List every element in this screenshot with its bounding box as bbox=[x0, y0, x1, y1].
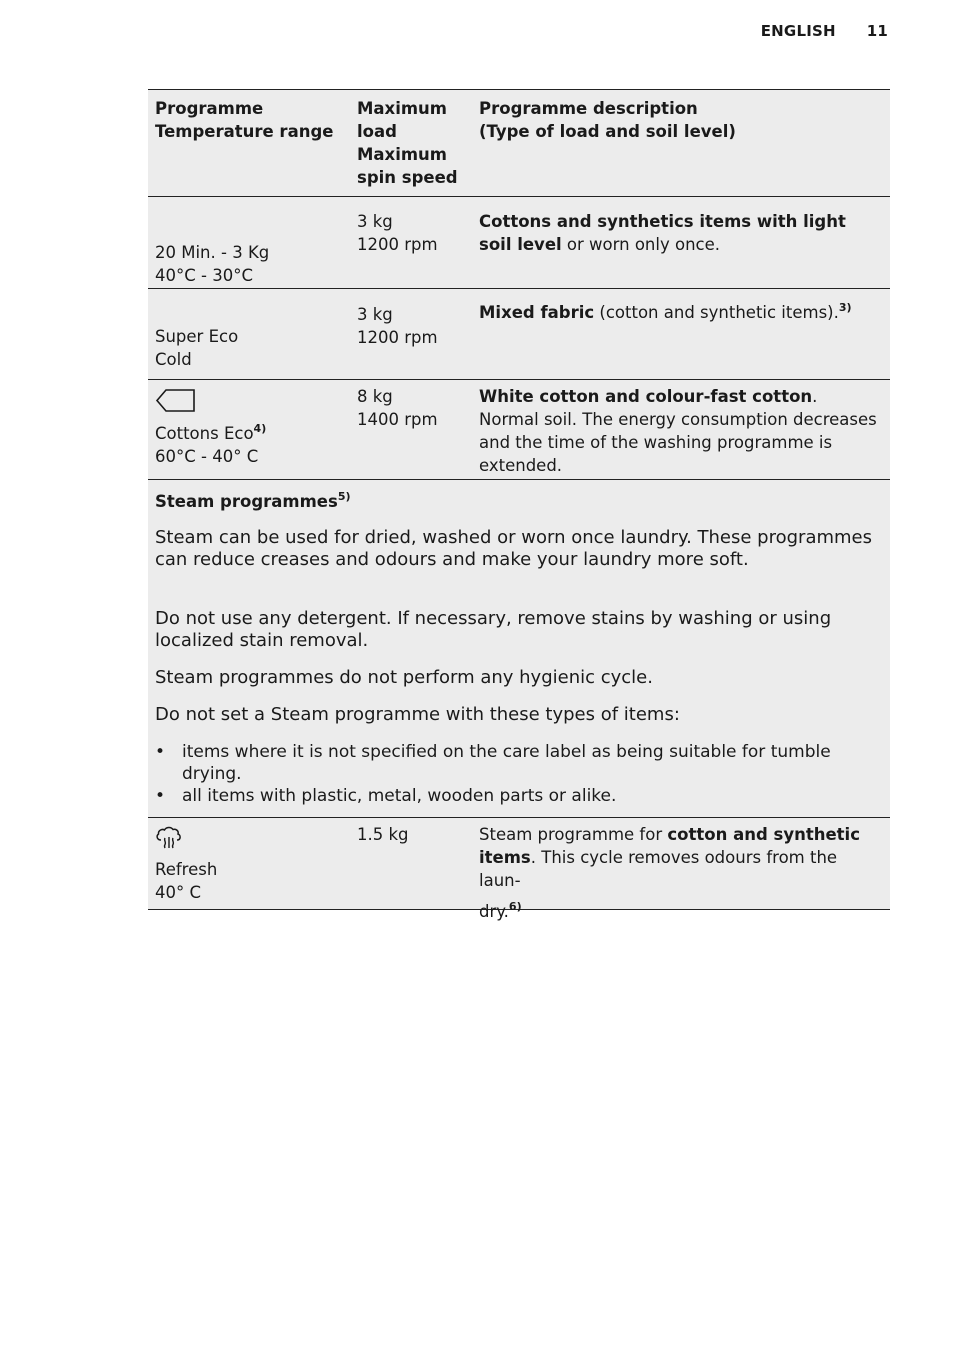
load-cell bbox=[357, 289, 479, 379]
description-text: or worn only once. bbox=[561, 235, 720, 254]
page-number: 11 bbox=[866, 22, 888, 40]
programme-cell bbox=[148, 289, 357, 379]
table-row bbox=[148, 818, 890, 921]
header-description-line: Programme description bbox=[479, 99, 698, 118]
header-spin-line: spin speed bbox=[357, 168, 458, 187]
footnote-mark: 4) bbox=[253, 422, 267, 435]
table-header-row bbox=[148, 89, 890, 197]
description-cell bbox=[479, 818, 890, 921]
max-load: 3 kg bbox=[357, 305, 393, 324]
description-cell bbox=[479, 380, 890, 479]
programme-cell bbox=[148, 380, 357, 479]
max-load: 8 kg bbox=[357, 387, 393, 406]
description-bold: Cottons and synthetics items with light soil level bbox=[479, 212, 846, 254]
header-language: ENGLISH bbox=[760, 22, 836, 40]
load-cell bbox=[357, 380, 479, 479]
page-header bbox=[761, 22, 888, 40]
description-text: Steam programme for bbox=[479, 825, 668, 844]
table-row bbox=[148, 289, 890, 380]
header-description bbox=[479, 90, 890, 196]
list-item: • all items with plastic, metal, wooden parts or alike. bbox=[155, 785, 878, 807]
programme-cell bbox=[148, 197, 357, 288]
header-programme-line: Programme bbox=[155, 99, 264, 118]
header-load-spin bbox=[357, 90, 479, 196]
cottons-eco-icon bbox=[155, 388, 357, 420]
programme-temperature: Cold bbox=[155, 350, 192, 369]
programme-name: Refresh bbox=[155, 860, 218, 879]
header-temperature-line: Temperature range bbox=[155, 122, 334, 141]
table-row bbox=[148, 197, 890, 289]
description-cell bbox=[479, 197, 890, 288]
description-cell bbox=[479, 289, 890, 379]
steam-title-text: Steam programmes bbox=[155, 492, 338, 511]
programme-temperature: 40°C - 30°C bbox=[155, 266, 253, 285]
description-text: dry. bbox=[479, 902, 509, 921]
header-programme bbox=[148, 90, 357, 196]
max-spin: 1200 rpm bbox=[357, 328, 438, 347]
programme-table bbox=[148, 89, 890, 921]
max-spin: 1400 rpm bbox=[357, 410, 438, 429]
description-text: . This cycle removes odours from the laun- bbox=[479, 848, 838, 890]
header-load-line: load bbox=[357, 122, 397, 141]
table-row bbox=[148, 380, 890, 480]
description-end-line bbox=[479, 900, 882, 923]
max-load: 1.5 kg bbox=[357, 825, 409, 844]
load-cell bbox=[357, 818, 479, 909]
steam-paragraph: Do not set a Steam programme with these types of items: bbox=[155, 704, 680, 725]
footnote-mark: 3) bbox=[838, 301, 852, 314]
description-text: (cotton and synthetic items). bbox=[594, 303, 839, 322]
description-text: . Normal soil. The energy consumption decreases and the time of the washing programme is extended. bbox=[479, 387, 877, 475]
programme-name: Super Eco bbox=[155, 327, 239, 346]
steam-items-list bbox=[155, 741, 878, 807]
programme-name: 20 Min. - 3 Kg bbox=[155, 243, 270, 262]
load-cell bbox=[357, 197, 479, 288]
programme-name: Cottons Eco bbox=[155, 424, 254, 443]
programme-cell bbox=[148, 818, 357, 909]
programme-temperature: 60°C - 40° C bbox=[155, 447, 259, 466]
programme-temperature: 40° C bbox=[155, 883, 202, 902]
header-load-line: Maximum bbox=[357, 99, 447, 118]
steam-paragraph: Steam programmes do not perform any hygienic cycle. bbox=[155, 667, 653, 688]
steam-paragraph: Do not use any detergent. If necessary, remove stains by washing or using localized stain removal. bbox=[155, 608, 832, 651]
steam-refresh-icon bbox=[155, 826, 357, 856]
description-bold: cotton and synthetic items bbox=[479, 825, 860, 867]
footnote-mark: 6) bbox=[508, 900, 522, 913]
header-description-line: (Type of load and soil level) bbox=[479, 122, 736, 141]
list-item: • items where it is not specified on the care label as being suitable for tumble drying. bbox=[155, 741, 878, 785]
programme-name-line bbox=[155, 422, 357, 445]
max-load: 3 kg bbox=[357, 212, 393, 231]
header-spin-line: Maximum bbox=[357, 145, 447, 164]
footnote-mark: 5) bbox=[337, 490, 351, 503]
description-bold: White cotton and colour-fast cotton bbox=[479, 387, 813, 406]
steam-section-title bbox=[155, 490, 878, 513]
max-spin: 1200 rpm bbox=[357, 235, 438, 254]
steam-paragraph: Steam can be used for dried, washed or worn once laundry. These programmes can reduce creases and odours and make your laundry more soft. bbox=[155, 527, 873, 570]
steam-programmes-section bbox=[148, 480, 890, 818]
description-bold: Mixed fabric bbox=[479, 303, 595, 322]
